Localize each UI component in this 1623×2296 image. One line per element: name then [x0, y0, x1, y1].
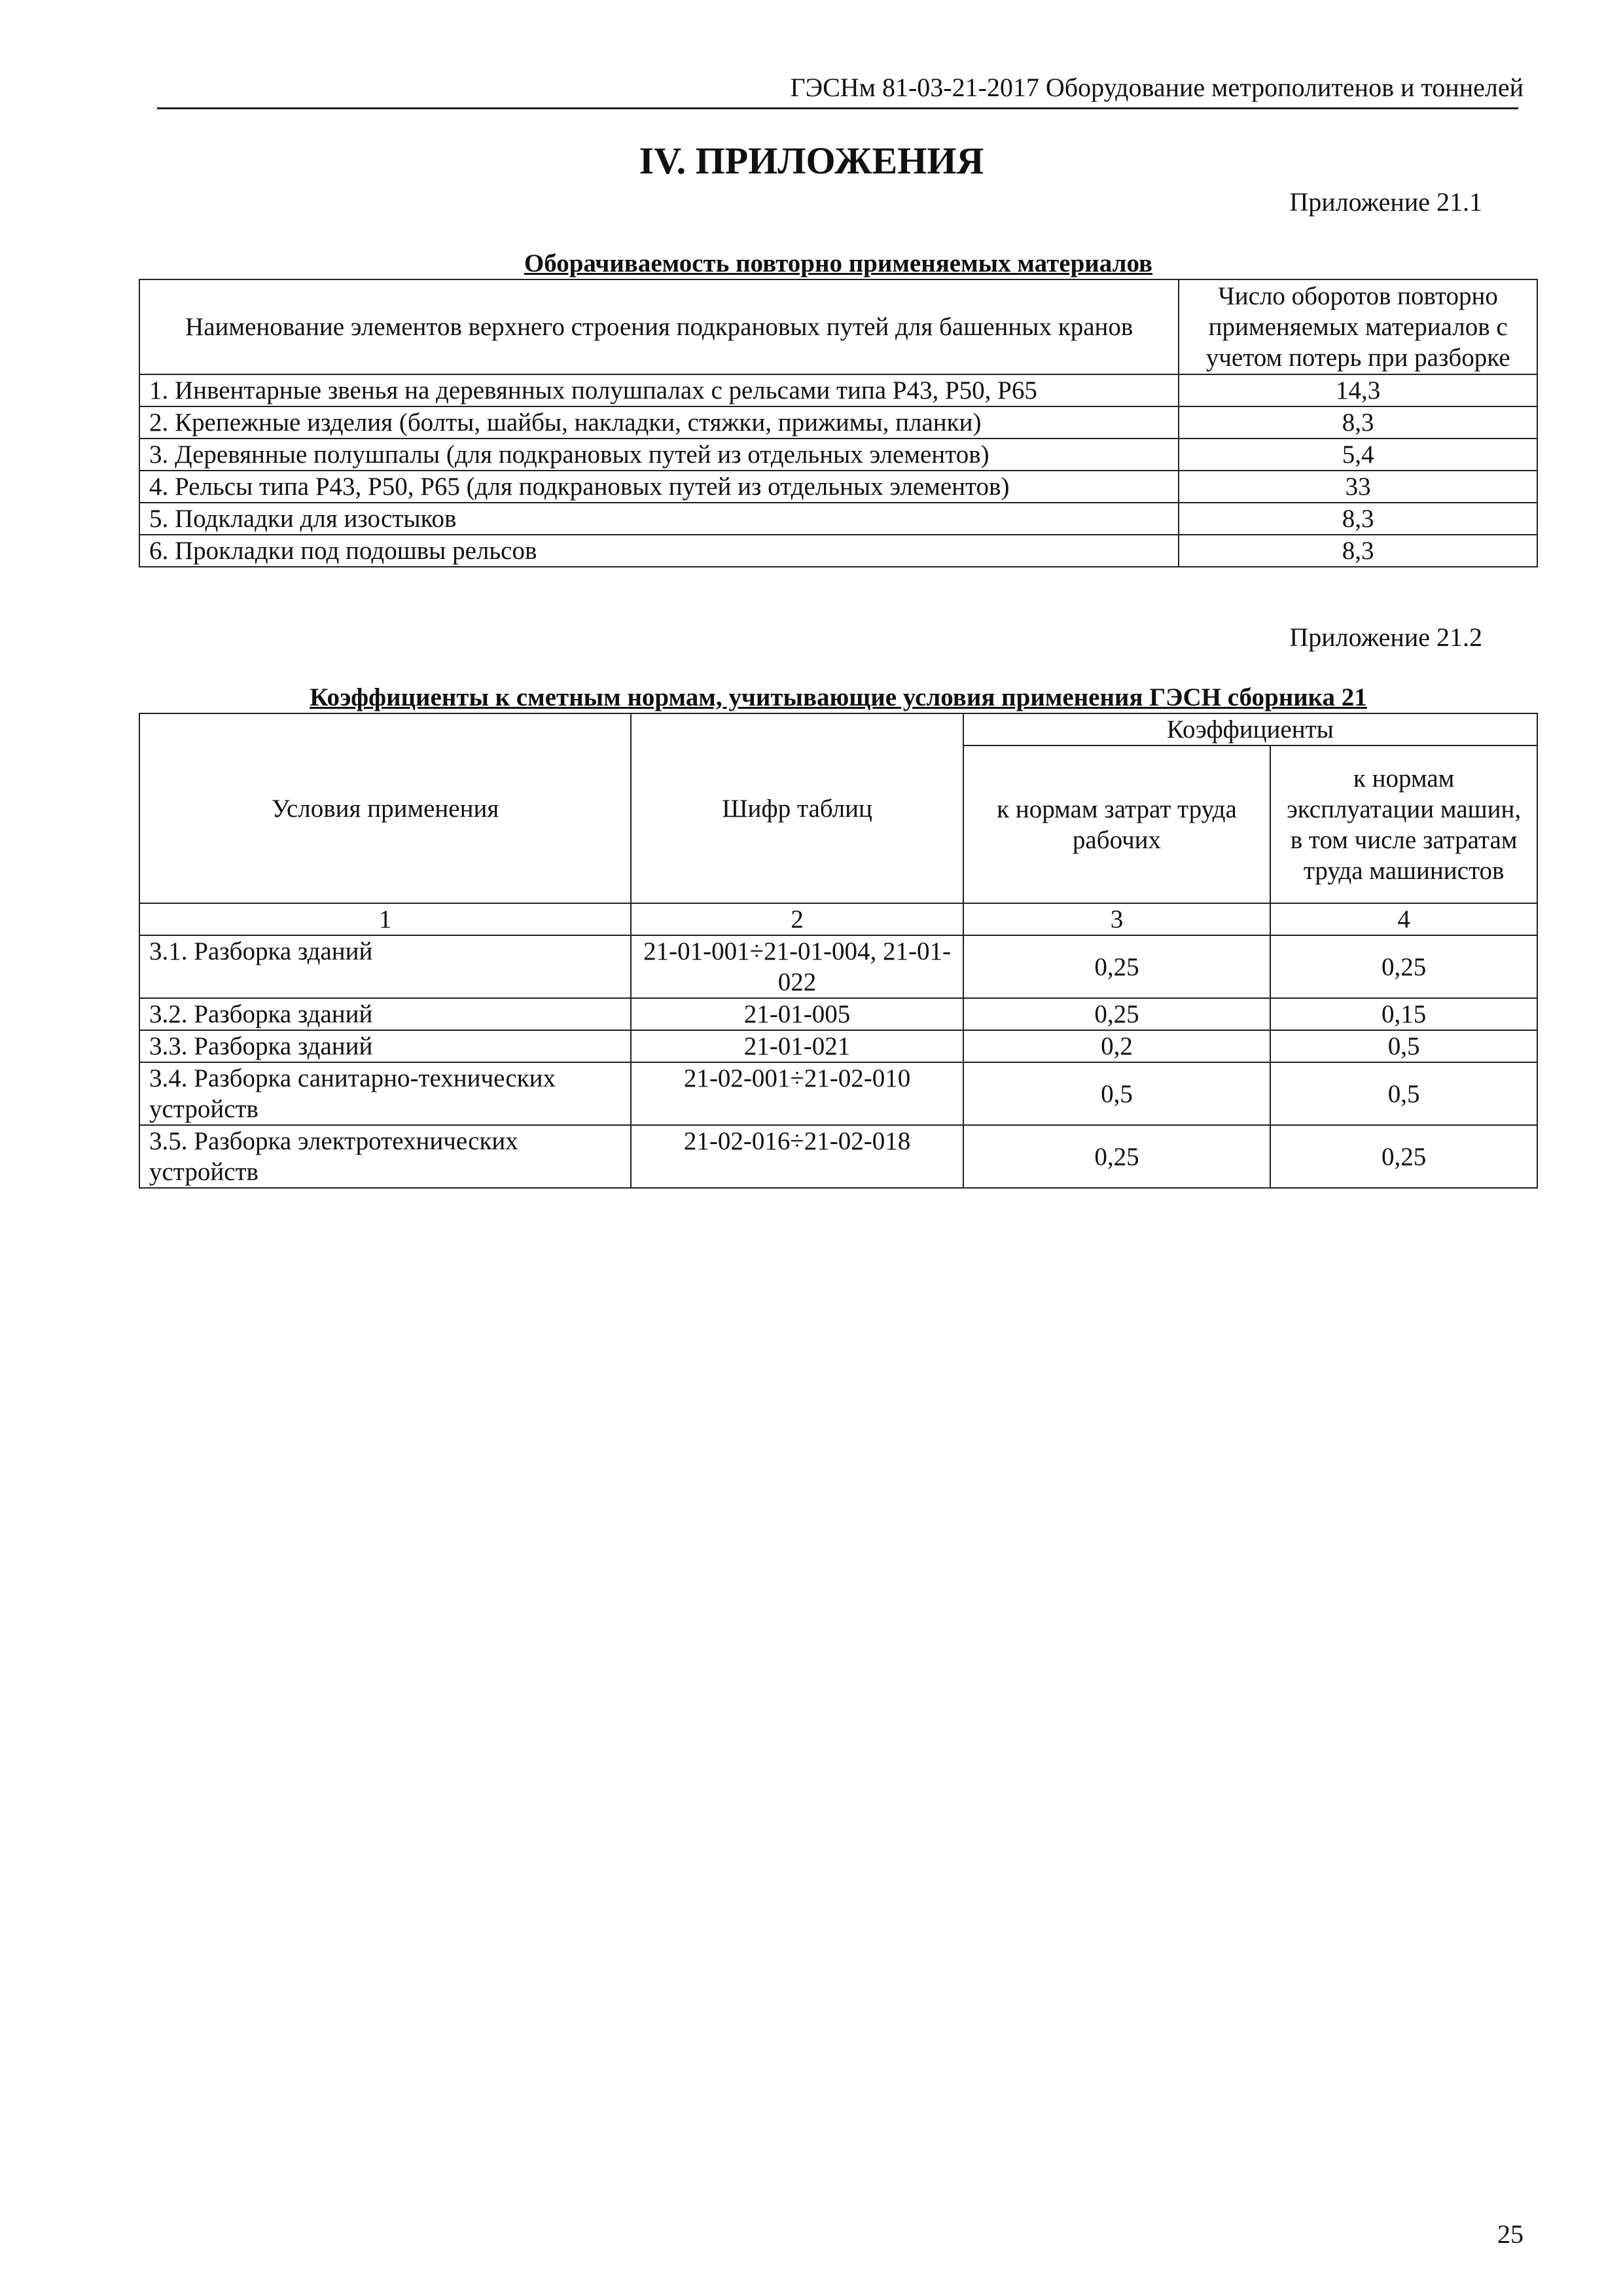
- column-number: 1: [139, 903, 631, 935]
- column-header-turnover: Число оборотов повторно применяемых материалов с учетом потерь при разборке: [1179, 279, 1537, 374]
- column-number: 3: [963, 903, 1270, 935]
- turnover-value-cell: 33: [1179, 471, 1537, 503]
- table-row: [139, 439, 1537, 471]
- column-number: 2: [631, 903, 963, 935]
- running-header: ГЭСНм 81-03-21-2017 Оборудование метрополитенов и тоннелей: [790, 73, 1524, 102]
- element-name-cell: 1. Инвентарные звенья на деревянных полушпалах с рельсами типа Р43, Р50, Р65: [139, 374, 1179, 406]
- machines-coefficient-cell: 0,25: [1270, 1125, 1537, 1188]
- table-row: [139, 1125, 1537, 1188]
- table-row: [139, 471, 1537, 503]
- condition-cell: 3.1. Разборка зданий: [139, 935, 631, 998]
- table-row: [139, 535, 1537, 567]
- table-caption-2: Коэффициенты к сметным нормам, учитывающие условия применения ГЭСН сборника 21: [310, 683, 1367, 711]
- column-header-machines: к нормам эксплуатации машин, в том числе затратам труда машинистов: [1270, 745, 1537, 903]
- page-number: 25: [1497, 2219, 1524, 2249]
- turnover-value-cell: 5,4: [1179, 439, 1537, 471]
- table-row: [139, 503, 1537, 535]
- labor-coefficient-cell: 0,25: [963, 998, 1270, 1030]
- table-row: [139, 998, 1537, 1030]
- condition-cell: 3.4. Разборка санитарно-технических устройств: [139, 1062, 631, 1125]
- table-header-row: [139, 713, 1537, 745]
- code-cell: 21-02-001÷21-02-010: [631, 1062, 963, 1125]
- code-cell: 21-01-005: [631, 998, 963, 1030]
- table-row: [139, 935, 1537, 998]
- labor-coefficient-cell: 0,5: [963, 1062, 1270, 1125]
- turnover-value-cell: 8,3: [1179, 535, 1537, 567]
- table-row: [139, 1062, 1537, 1125]
- condition-cell: 3.3. Разборка зданий: [139, 1030, 631, 1062]
- condition-cell: 3.2. Разборка зданий: [139, 998, 631, 1030]
- materials-turnover-table: [139, 279, 1538, 567]
- element-name-cell: 2. Крепежные изделия (болты, шайбы, накладки, стяжки, прижимы, планки): [139, 406, 1179, 439]
- table-row: [139, 374, 1537, 406]
- table-header-row: [139, 279, 1537, 374]
- turnover-value-cell: 8,3: [1179, 503, 1537, 535]
- element-name-cell: 6. Прокладки под подошвы рельсов: [139, 535, 1179, 567]
- turnover-value-cell: 14,3: [1179, 374, 1537, 406]
- appendix-label-2: Приложение 21.2: [1289, 622, 1482, 652]
- column-header-code: Шифр таблиц: [631, 713, 963, 903]
- table-caption-1: Оборачиваемость повторно применяемых материалов: [524, 249, 1153, 278]
- turnover-value-cell: 8,3: [1179, 406, 1537, 439]
- code-cell: 21-02-016÷21-02-018: [631, 1125, 963, 1188]
- machines-coefficient-cell: 0,5: [1270, 1062, 1537, 1125]
- column-header-elements: Наименование элементов верхнего строения подкрановых путей для башенных кранов: [139, 279, 1179, 374]
- code-cell: 21-01-021: [631, 1030, 963, 1062]
- column-header-coefficients: Коэффициенты: [963, 713, 1537, 745]
- column-header-labor: к нормам затрат труда рабочих: [963, 745, 1270, 903]
- header-divider: [157, 107, 1518, 109]
- labor-coefficient-cell: 0,25: [963, 1125, 1270, 1188]
- code-cell: 21-01-001÷21-01-004, 21-01-022: [631, 935, 963, 998]
- element-name-cell: 4. Рельсы типа Р43, Р50, Р65 (для подкрановых путей из отдельных элементов): [139, 471, 1179, 503]
- section-title: IV. ПРИЛОЖЕНИЯ: [639, 139, 984, 182]
- machines-coefficient-cell: 0,15: [1270, 998, 1537, 1030]
- appendix-label-1: Приложение 21.1: [1289, 187, 1482, 217]
- table-row: [139, 406, 1537, 439]
- machines-coefficient-cell: 0,5: [1270, 1030, 1537, 1062]
- coefficients-table: [139, 713, 1538, 1189]
- element-name-cell: 3. Деревянные полушпалы (для подкрановых путей из отдельных элементов): [139, 439, 1179, 471]
- table-row: [139, 1030, 1537, 1062]
- labor-coefficient-cell: 0,2: [963, 1030, 1270, 1062]
- column-number: 4: [1270, 903, 1537, 935]
- labor-coefficient-cell: 0,25: [963, 935, 1270, 998]
- machines-coefficient-cell: 0,25: [1270, 935, 1537, 998]
- column-numbers-row: [139, 903, 1537, 935]
- element-name-cell: 5. Подкладки для изостыков: [139, 503, 1179, 535]
- condition-cell: 3.5. Разборка электротехнических устройств: [139, 1125, 631, 1188]
- column-header-conditions: Условия применения: [139, 713, 631, 903]
